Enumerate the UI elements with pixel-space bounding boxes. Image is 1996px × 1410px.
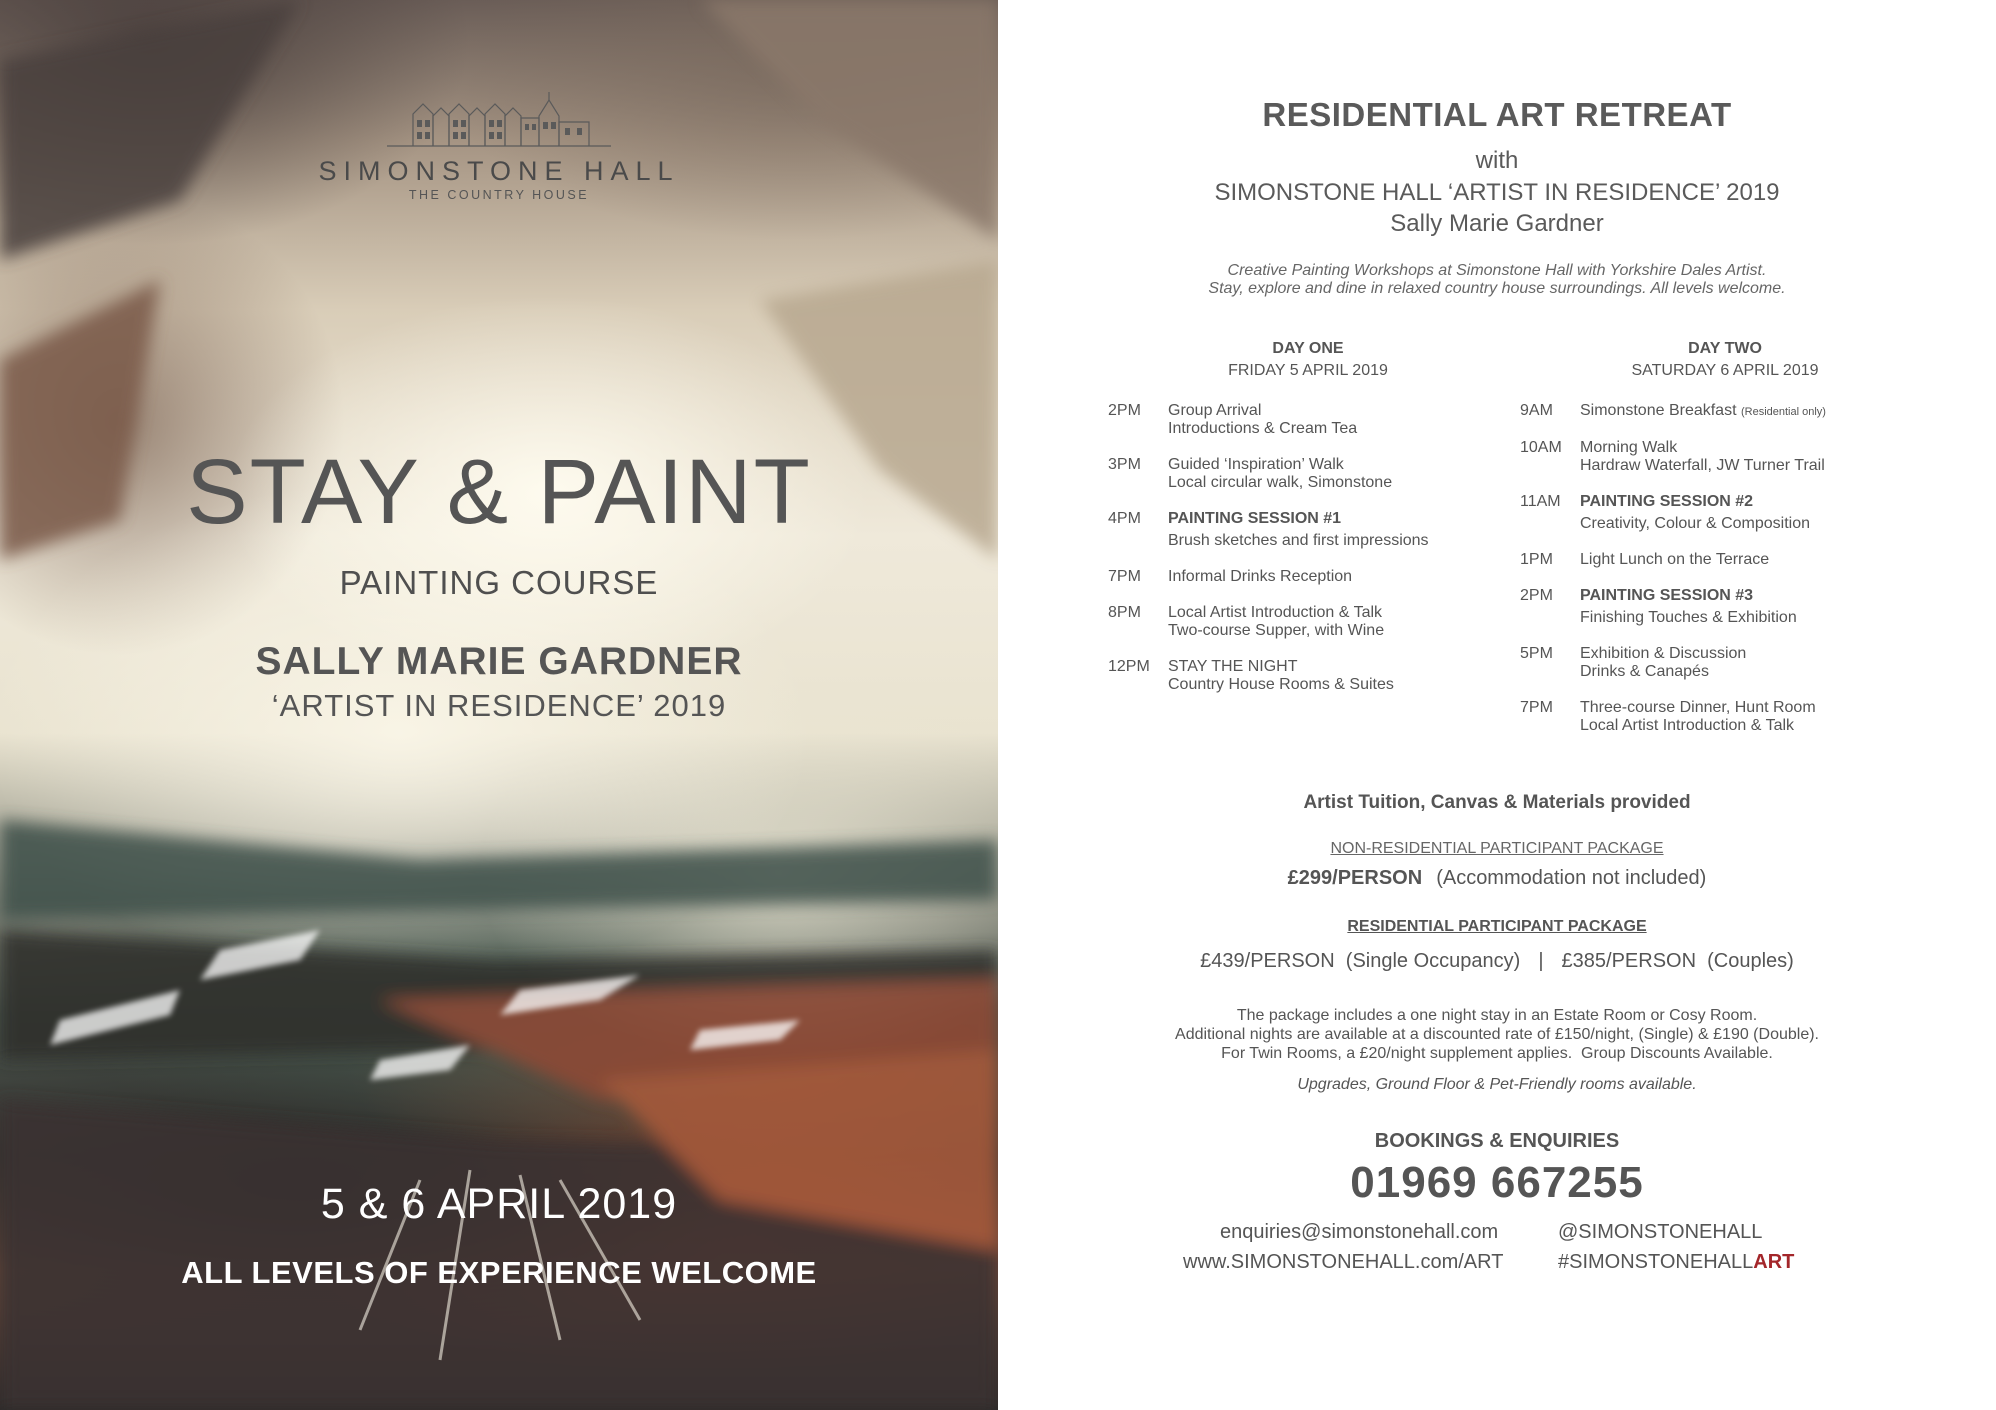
residential-prices (998, 950, 1996, 973)
schedule-item (1108, 402, 1508, 438)
schedule-text: Exhibition & Discussion (1580, 645, 1747, 662)
schedule-line (1168, 658, 1508, 676)
hero-title: STAY & PAINT (186, 441, 812, 543)
non-residential-price (998, 867, 1996, 890)
schedule-item (1520, 645, 1930, 681)
logo-subtitle: THE COUNTRY HOUSE (408, 188, 590, 202)
phone-number[interactable]: 01969 667255 (1350, 1158, 1644, 1207)
schedule-text: Light Lunch on the Terrace (1580, 551, 1770, 568)
price-value: £299/PERSON (1287, 867, 1423, 889)
schedule-line: Two-course Supper, with Wine (1168, 622, 1385, 639)
couples-price: £385/PERSON (Couples) (1561, 950, 1794, 972)
schedule-details (1168, 658, 1508, 694)
schedule-item (1108, 568, 1508, 586)
schedule-list (1520, 402, 1930, 735)
schedule-text: STAY THE NIGHT (1168, 658, 1298, 675)
bookings-heading: BOOKINGS & ENQUIRIES (1374, 1130, 1620, 1152)
schedule-details (1580, 587, 1930, 627)
schedule-text: Informal Drinks Reception (1168, 568, 1353, 585)
schedule-time: 4PM (1108, 510, 1141, 527)
logo-name: SIMONSTONE HALL (318, 156, 680, 186)
schedule-time: 9AM (1520, 402, 1553, 419)
schedule-line (1580, 402, 1930, 421)
hero-welcome: ALL LEVELS OF EXPERIENCE WELCOME (181, 1255, 817, 1290)
hashtag-prefix: #SIMONSTONEHALL (1558, 1251, 1754, 1273)
schedule-line: Introductions & Cream Tea (1168, 420, 1358, 437)
schedule-note: (Residential only) (1740, 406, 1826, 418)
schedule-details (1168, 604, 1508, 640)
price-note: (Accommodation not included) (1436, 867, 1707, 889)
schedule-line (1168, 568, 1508, 586)
retreat-artist: Sally Marie Gardner (1390, 210, 1604, 237)
session-title: PAINTING SESSION #3 (1580, 587, 1754, 604)
schedule-details (1580, 645, 1930, 681)
upgrades-note: Upgrades, Ground Floor & Pet-Friendly rooms available. (1297, 1076, 1697, 1093)
session-title: PAINTING SESSION #2 (1580, 493, 1754, 510)
retreat-intro (998, 262, 1996, 298)
schedule-time: 11AM (1520, 493, 1561, 510)
package-line: The package includes a one night stay in an Estate Room or Cosy Room. (1236, 1007, 1758, 1024)
schedule-item (1108, 510, 1508, 550)
schedule-item (1108, 456, 1508, 492)
schedule-details (1580, 699, 1930, 735)
schedule-item (1520, 699, 1930, 735)
hero-dates: 5 & 6 APRIL 2019 (320, 1180, 678, 1228)
price-separator: | (1538, 950, 1544, 972)
day-two-schedule (1520, 340, 1930, 753)
schedule-time: 8PM (1108, 604, 1141, 621)
day-date: SATURDAY 6 APRIL 2019 (1631, 362, 1819, 379)
day-date: FRIDAY 5 APRIL 2019 (1228, 362, 1388, 379)
schedule-details (1580, 439, 1930, 475)
schedule-text: Three-course Dinner, Hunt Room (1580, 699, 1816, 716)
schedule-line: Local circular walk, Simonstone (1168, 474, 1393, 491)
social-handle[interactable]: @SIMONSTONEHALL (1558, 1221, 1763, 1243)
hero-residence: ‘ARTIST IN RESIDENCE’ 2019 (271, 688, 727, 723)
schedule-time: 5PM (1520, 645, 1553, 662)
schedule-line (1580, 609, 1930, 627)
hashtag[interactable] (1558, 1251, 1794, 1274)
hero-artist-name: SALLY MARIE GARDNER (255, 640, 743, 683)
package-details (998, 1006, 1996, 1063)
schedule-text: Guided ‘Inspiration’ Walk (1168, 456, 1344, 473)
schedule-line (1580, 439, 1930, 457)
schedule-text: Simonstone Breakfast (1580, 402, 1737, 419)
non-residential-heading: NON-RESIDENTIAL PARTICIPANT PACKAGE (1330, 840, 1664, 857)
schedule-time: 7PM (1520, 699, 1553, 716)
schedule-line (1580, 515, 1930, 533)
schedule-line: Hardraw Waterfall, JW Turner Trail (1580, 457, 1825, 474)
materials-note: Artist Tuition, Canvas & Materials provided (1303, 792, 1691, 813)
schedule-item (1520, 587, 1930, 627)
schedule-details (1580, 493, 1930, 533)
residential-heading: RESIDENTIAL PARTICIPANT PACKAGE (1347, 918, 1647, 935)
hashtag-accent: ART (1753, 1251, 1795, 1273)
schedule-line (1580, 699, 1930, 717)
website-link[interactable]: www.SIMONSTONEHALL.com/ART (1183, 1251, 1504, 1273)
intro-line: Stay, explore and dine in relaxed country house surroundings. All levels welcome. (1208, 280, 1786, 297)
details-panel (998, 0, 1996, 1410)
schedule-details (1168, 568, 1508, 586)
schedule-item (1520, 551, 1930, 569)
schedule-item (1520, 439, 1930, 475)
retreat-with: with (1475, 147, 1519, 174)
house-illustration-icon (379, 92, 619, 150)
schedule-time: 1PM (1520, 551, 1553, 568)
retreat-title: RESIDENTIAL ART RETREAT (1262, 96, 1732, 133)
schedule-details (1580, 402, 1930, 421)
session-title: PAINTING SESSION #1 (1168, 510, 1342, 527)
schedule-text: Brush sketches and first impressions (1168, 532, 1429, 549)
email-link[interactable]: enquiries@simonstonehall.com (1220, 1221, 1499, 1243)
schedule-time: 2PM (1108, 402, 1141, 419)
simonstone-hall-logo (0, 92, 998, 202)
schedule-line (1580, 645, 1930, 663)
schedule-details (1168, 402, 1508, 438)
schedule-text: Creativity, Colour & Composition (1580, 515, 1811, 532)
intro-line: Creative Painting Workshops at Simonstone Hall with Yorkshire Dales Artist. (1227, 262, 1767, 279)
schedule-time: 10AM (1520, 439, 1562, 456)
schedule-list (1108, 402, 1508, 694)
schedule-line (1168, 402, 1508, 420)
schedule-item (1520, 493, 1930, 533)
schedule-line (1580, 551, 1930, 569)
schedule-line: Drinks & Canapés (1580, 663, 1709, 680)
package-line: Additional nights are available at a discounted rate of £150/night, (Single) & £190 (Double). (1175, 1026, 1819, 1043)
schedule-line (1168, 532, 1508, 550)
schedule-details (1168, 456, 1508, 492)
schedule-item (1108, 604, 1508, 640)
schedule-details (1580, 551, 1930, 569)
day-heading: DAY ONE (1272, 340, 1344, 357)
package-line: For Twin Rooms, a £20/night supplement applies. Group Discounts Available. (1221, 1045, 1773, 1062)
schedule-line (1168, 604, 1508, 622)
schedule-item (1108, 658, 1508, 694)
day-one-schedule (1108, 340, 1508, 712)
hero-subtitle: PAINTING COURSE (339, 564, 659, 601)
schedule-details (1168, 510, 1508, 550)
schedule-text: Group Arrival (1168, 402, 1262, 419)
schedule-time: 7PM (1108, 568, 1141, 585)
schedule-line (1168, 456, 1508, 474)
schedule-item (1520, 402, 1930, 421)
schedule-time: 2PM (1520, 587, 1553, 604)
schedule-text: Local Artist Introduction & Talk (1168, 604, 1383, 621)
schedule-time: 12PM (1108, 658, 1150, 675)
schedule-text: Morning Walk (1580, 439, 1678, 456)
schedule-text: Finishing Touches & Exhibition (1580, 609, 1797, 626)
retreat-subtitle: SIMONSTONE HALL ‘ARTIST IN RESIDENCE’ 2019 (1214, 179, 1780, 206)
single-price: £439/PERSON (Single Occupancy) (1200, 950, 1521, 972)
day-heading: DAY TWO (1688, 340, 1762, 357)
schedule-line: Country House Rooms & Suites (1168, 676, 1394, 693)
schedule-time: 3PM (1108, 456, 1141, 473)
schedule-line: Local Artist Introduction & Talk (1580, 717, 1795, 734)
